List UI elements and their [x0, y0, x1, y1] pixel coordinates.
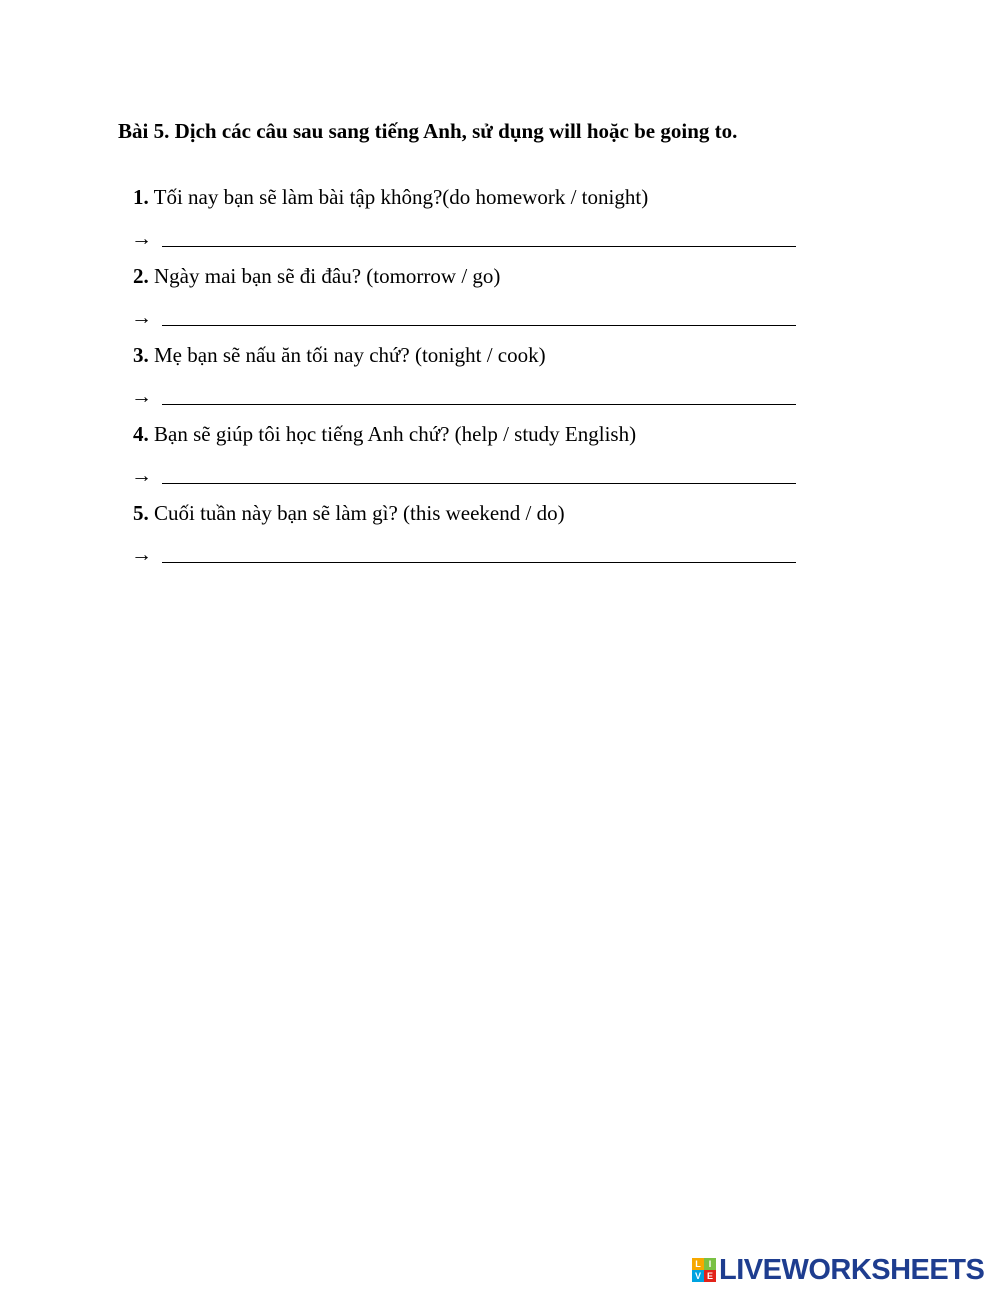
- arrow-icon: →: [131, 384, 152, 408]
- question-text: Cuối tuần này bạn sẽ làm gì? (this weekend / do): [154, 501, 565, 525]
- arrow-icon: →: [131, 463, 152, 487]
- answer-row-4: [131, 462, 801, 488]
- exercise-title: Bài 5. Dịch các câu sau sang tiếng Anh, sử dụng will hoặc be going to.: [118, 119, 738, 143]
- answer-row-3: [131, 383, 801, 409]
- question-text: Tối nay bạn sẽ làm bài tập không?(do homework / tonight): [153, 185, 649, 209]
- answer-input-2[interactable]: [162, 304, 796, 326]
- question-4: [133, 421, 636, 447]
- question-number: 4.: [133, 422, 149, 446]
- question-text: Mẹ bạn sẽ nấu ăn tối nay chứ? (tonight / cook): [154, 343, 546, 367]
- question-text: Bạn sẽ giúp tôi học tiếng Anh chứ? (help / study English): [154, 422, 637, 446]
- answer-row-5: [131, 541, 801, 567]
- question-number: 1.: [133, 185, 149, 209]
- answer-input-5[interactable]: [162, 541, 796, 563]
- answer-input-4[interactable]: [162, 462, 796, 484]
- question-number: 3.: [133, 343, 149, 367]
- liveworksheets-logo: [692, 1254, 984, 1286]
- answer-row-1: [131, 225, 801, 251]
- liveworksheets-icon: L I V E: [692, 1258, 716, 1282]
- answer-row-2: [131, 304, 801, 330]
- arrow-icon: →: [131, 542, 152, 566]
- answer-input-3[interactable]: [162, 383, 796, 405]
- question-number: 5.: [133, 501, 149, 525]
- question-text: Ngày mai bạn sẽ đi đâu? (tomorrow / go): [154, 264, 501, 288]
- question-1: [133, 184, 648, 210]
- question-5: [133, 500, 565, 526]
- question-2: [133, 263, 500, 289]
- logo-text: LIVEWORKSHEETS: [719, 1254, 985, 1286]
- arrow-icon: →: [131, 305, 152, 329]
- arrow-icon: →: [131, 226, 152, 250]
- question-number: 2.: [133, 264, 149, 288]
- answer-input-1[interactable]: [162, 225, 796, 247]
- question-3: [133, 342, 546, 368]
